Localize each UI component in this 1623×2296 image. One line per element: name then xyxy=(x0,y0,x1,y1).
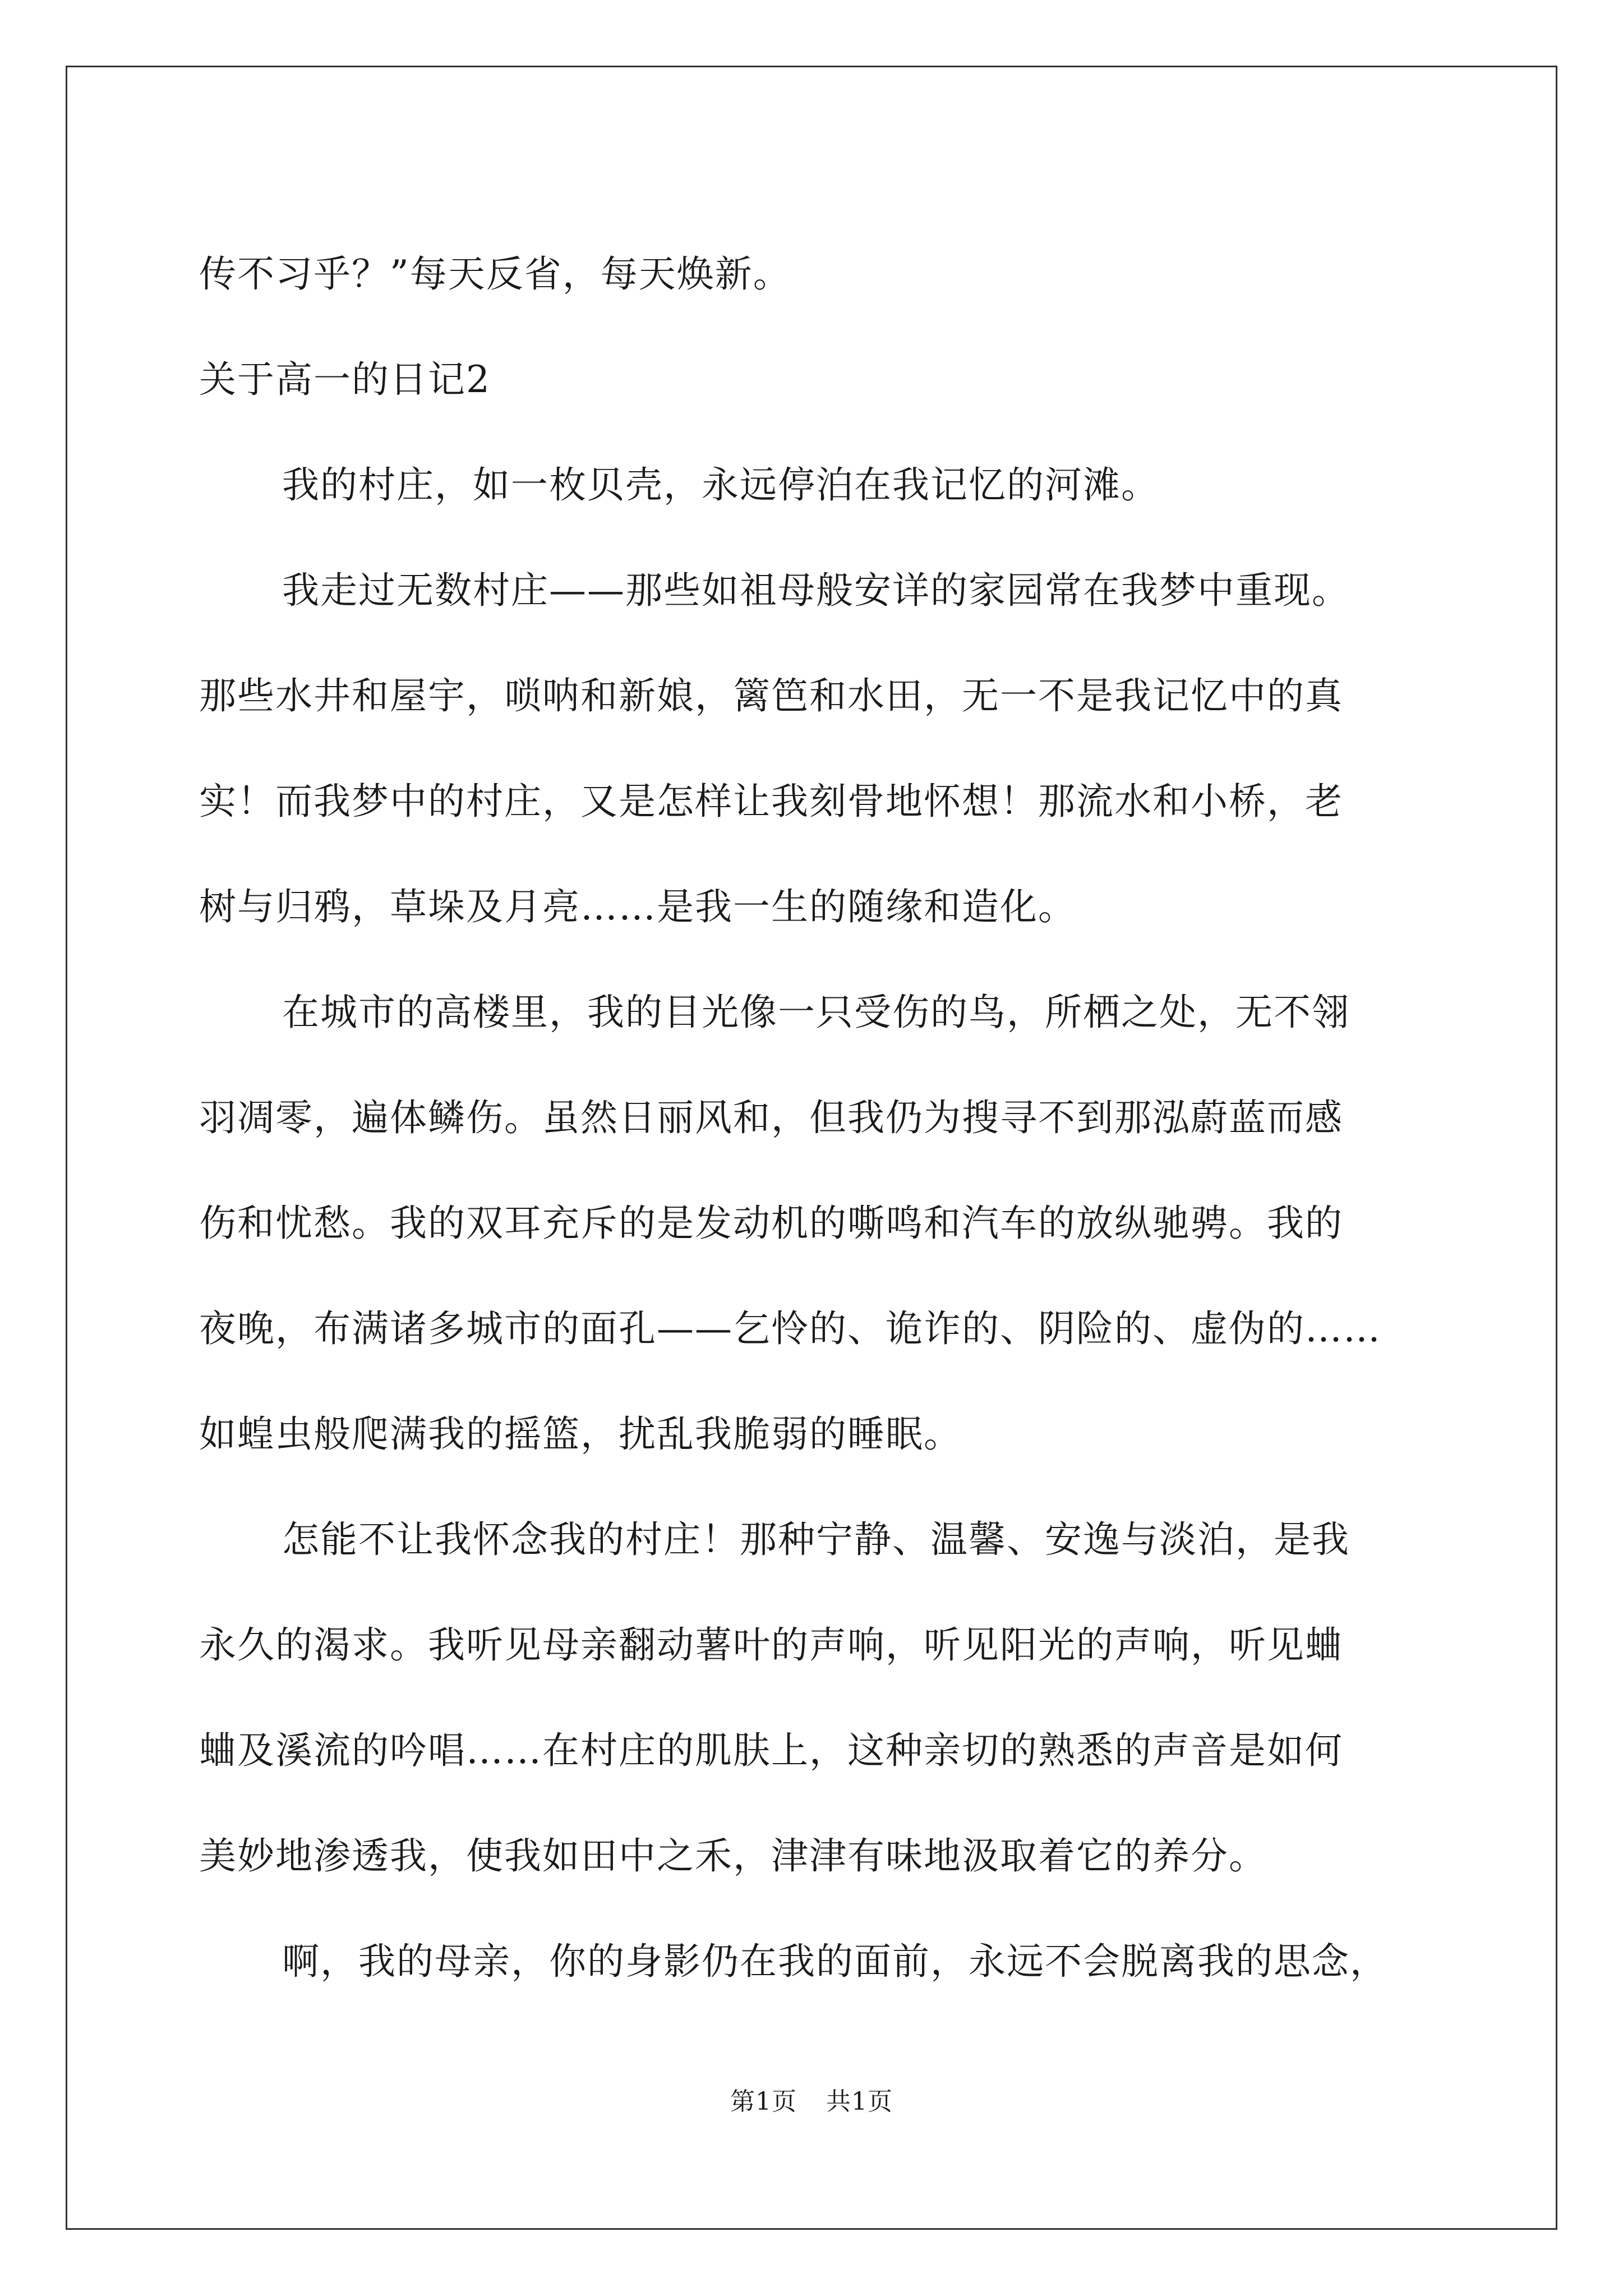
paragraph-line: 美妙地渗透我，使我如田中之禾，津津有味地汲取着它的养分。 xyxy=(199,1834,1267,1878)
paragraph-line: 在城市的高楼里，我的目光像一只受伤的鸟，所栖之处，无不翎 xyxy=(282,991,1350,1034)
paragraph-line: 树与归鸦，草垛及月亮……是我一生的随缘和造化。 xyxy=(199,885,1076,928)
paragraph-line: 啊，我的母亲，你的身影仍在我的面前，永远不会脱离我的思念， xyxy=(282,1940,1388,1983)
section-heading: 关于高一的日记2 xyxy=(199,358,491,401)
paragraph-line: 伤和忧愁。我的双耳充斥的是发动机的嘶鸣和汽车的放纵驰骋。我的 xyxy=(199,1202,1343,1245)
paragraph-line: 我的村庄，如一枚贝壳，永远停泊在我记忆的河滩。 xyxy=(282,463,1159,507)
paragraph-line: 怎能不让我怀念我的村庄！那种宁静、温馨、安逸与淡泊，是我 xyxy=(282,1518,1350,1561)
paragraph-line: 如蝗虫般爬满我的摇篮，扰乱我脆弱的睡眠。 xyxy=(199,1412,962,1456)
paragraph-line: 羽凋零，遍体鳞伤。虽然日丽风和，但我仍为搜寻不到那泓蔚蓝而感 xyxy=(199,1096,1343,1139)
page-total: 共1页 xyxy=(826,2087,893,2116)
text-line: 传不习乎？”每天反省，每天焕新。 xyxy=(199,252,791,296)
paragraph-line: 永久的渴求。我听见母亲翻动薯叶的声响，听见阳光的声响，听见蛐 xyxy=(199,1623,1343,1667)
page-number: 第1页 xyxy=(730,2087,797,2116)
paragraph-line: 蛐及溪流的吟唱……在村庄的肌肤上，这种亲切的熟悉的声音是如何 xyxy=(199,1729,1343,1772)
paragraph-line: 实！而我梦中的村庄，又是怎样让我刻骨地怀想！那流水和小桥，老 xyxy=(199,780,1343,823)
paragraph-line: 那些水井和屋宇，唢呐和新娘，篱笆和水田，无一不是我记忆中的真 xyxy=(199,674,1343,717)
paragraph-line: 夜晚，布满诸多城市的面孔——乞怜的、诡诈的、阴险的、虚伪的…… xyxy=(199,1307,1381,1350)
paragraph-line: 我走过无数村庄——那些如祖母般安详的家园常在我梦中重现。 xyxy=(282,569,1350,612)
page-footer xyxy=(0,2081,1623,2117)
document-body xyxy=(199,222,1427,2014)
